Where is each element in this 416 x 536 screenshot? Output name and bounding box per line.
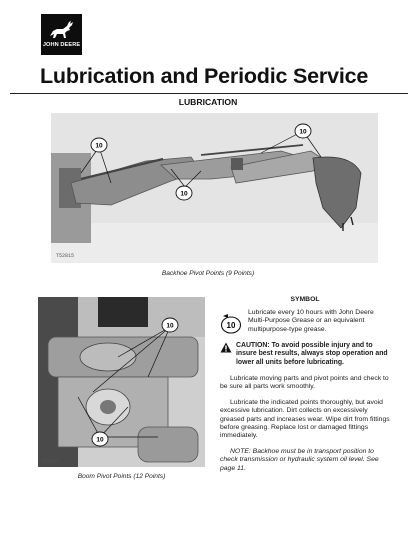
deer-icon xyxy=(47,19,76,41)
symbol-row xyxy=(220,309,390,334)
figure-caption: Backhoe Pivot Points (9 Points) xyxy=(161,270,255,277)
lube-callout-icon xyxy=(92,432,108,446)
paragraph: Lubricate the indicated points thoroughly, but avoid excessive lubrication. Dirt collects on excessively greased parts and increases wear. Wipe dirt from fittings before greasing. Replace lost or damaged fittings immediately. xyxy=(220,399,390,440)
caution-text: CAUTION: To avoid possible injury and to insure best results, always stop operation and lower all units before lubricating. xyxy=(236,342,388,366)
page-title: Lubrication and Periodic Service xyxy=(40,64,369,88)
lube-callout-icon xyxy=(162,318,178,332)
grease-gun-icon xyxy=(220,312,242,334)
lube-callout-icon xyxy=(91,138,107,152)
lube-callout-icon xyxy=(176,186,192,200)
svg-text:10: 10 xyxy=(96,436,104,444)
instructions-column xyxy=(220,296,390,473)
figure-caption: Boom Pivot Points (12 Points) xyxy=(77,473,166,480)
title-divider xyxy=(10,93,408,94)
symbol-heading: SYMBOL xyxy=(290,296,320,303)
logo-text: JOHN DEERE xyxy=(42,42,81,48)
svg-text:10: 10 xyxy=(166,322,174,330)
svg-text:10: 10 xyxy=(226,321,236,331)
svg-text:10: 10 xyxy=(180,190,188,198)
lube-callout-icon xyxy=(295,124,311,138)
john-deere-logo xyxy=(41,14,82,55)
photo-id: T52815 xyxy=(56,253,75,259)
backhoe-photo xyxy=(51,113,378,263)
paragraph: Lubricate moving parts and pivot points and check to be sure all parts work smoothly. xyxy=(220,374,389,391)
note-text: NOTE: Backhoe must be in transport position to check transmission or hydraulic system oil level. See page 11. xyxy=(220,448,379,472)
warning-triangle-icon xyxy=(220,342,232,353)
photo-id: T52817 xyxy=(41,459,60,465)
section-heading: LUBRICATION xyxy=(178,97,238,107)
svg-text:10: 10 xyxy=(95,142,103,150)
svg-text:10: 10 xyxy=(299,128,307,136)
caution-notice xyxy=(220,342,390,367)
boom-pivot-photo xyxy=(38,297,205,467)
symbol-text: Lubricate every 10 hours with John Deere Multi-Purpose Grease or an equivalent multipurpose-type grease. xyxy=(248,309,374,333)
